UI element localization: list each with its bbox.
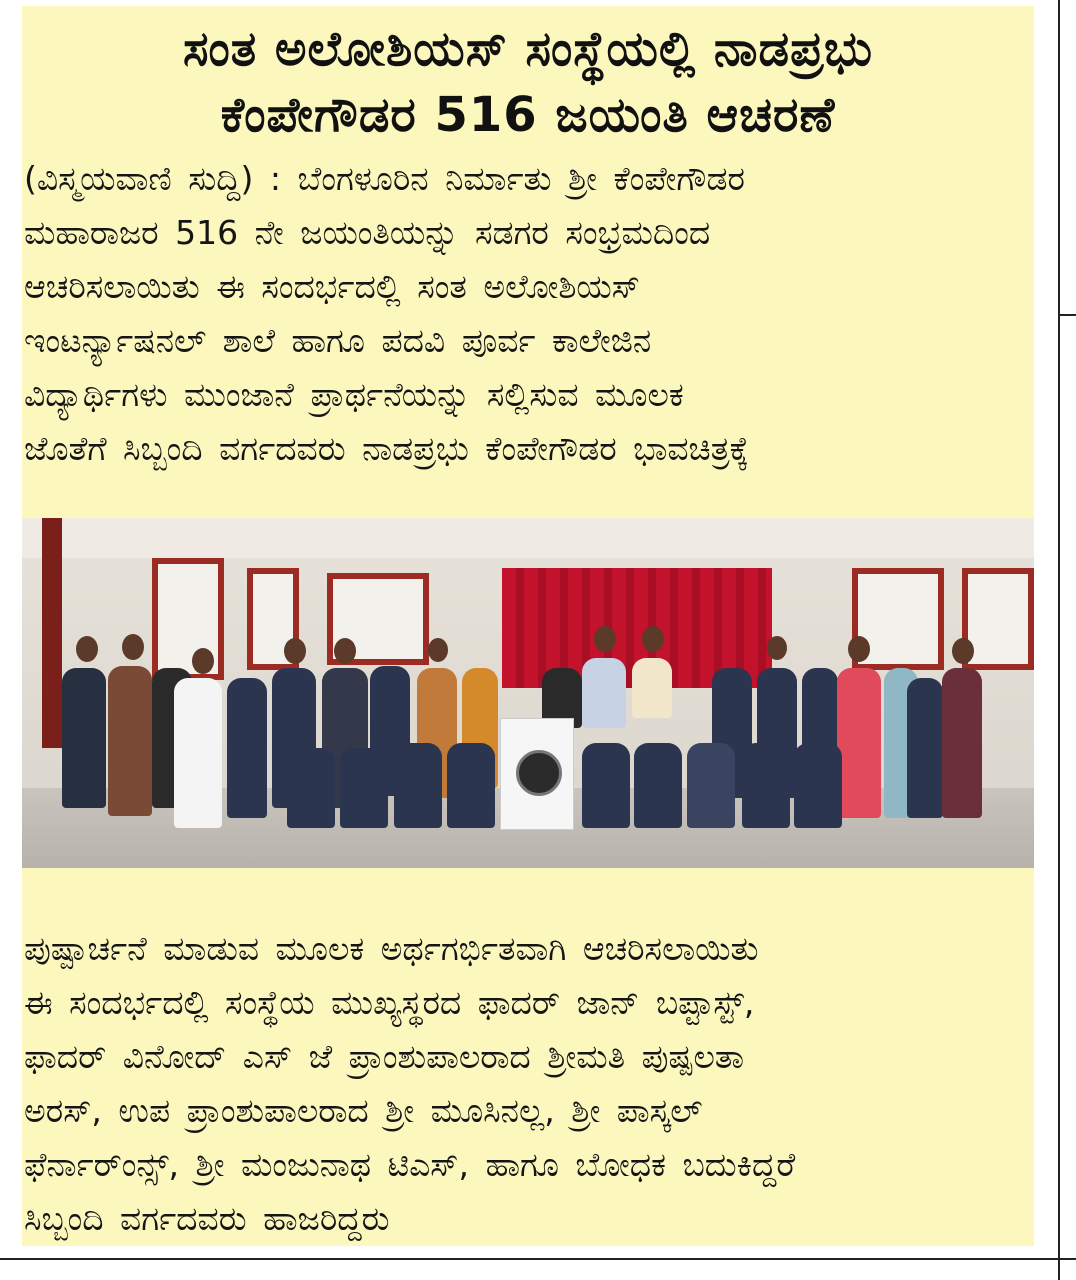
- article-paragraph-1: [22, 152, 1034, 476]
- paragraph-line: ಫೆರ್ನಾರ್ಂನ್ಸ್, ಶ್ರೀ ಮಂಜುನಾಥ ಟಿಎಸ್, ಹಾಗೂ ಬೋಧಕ ಬದುಕಿದ್ದರೆ: [24, 1145, 796, 1184]
- photo-head: [428, 638, 448, 662]
- paragraph-line: ಇಂಟರ್ನ್ಯಾಷನಲ್ ಶಾಲೆ ಹಾಗೂ ಪದವಿ ಪೂರ್ವ ಕಾಲೇಜಿನ: [24, 321, 652, 360]
- photo-person: [942, 668, 982, 818]
- photo-ceiling: [22, 518, 1034, 558]
- photo-person: [62, 668, 106, 808]
- photo-head: [952, 638, 974, 664]
- headline-line-2: ಕೆಂಪೇಗೌಡರ 516 ಜಯಂತಿ ಆಚರಣೆ: [220, 87, 836, 143]
- photo-person: [108, 666, 152, 816]
- photo-seated-student: [287, 748, 335, 828]
- photo-head: [122, 634, 144, 660]
- photo-seated-student: [447, 743, 495, 828]
- photo-head: [334, 638, 356, 664]
- news-clipping: [22, 6, 1034, 1246]
- paragraph-line: ಆಚರಿಸಲಾಯಿತು ಈ ಸಂದರ್ಭದಲ್ಲಿ ಸಂತ ಅಲೋಶಿಯಸ್: [24, 267, 640, 306]
- school-emblem-icon: [516, 750, 562, 796]
- photo-person: [227, 678, 267, 818]
- photo-head: [284, 638, 306, 664]
- photo-seated-student: [340, 748, 388, 828]
- photo-head: [76, 636, 98, 662]
- photo-pillar: [42, 518, 62, 748]
- paragraph-line: (ವಿಸ್ಮಯವಾಣಿ ಸುದ್ದಿ) : ಬೆಂಗಳೂರಿನ ನಿರ್ಮಾತು ಶ್ರೀ ಕೆಂಪೇಗೌಡರ: [24, 159, 745, 198]
- photo-head: [594, 626, 616, 652]
- paragraph-line: ಸಿಬ್ಬಂದಿ ವರ್ಗದವರು ಹಾಜರಿದ್ದರು: [24, 1199, 390, 1238]
- paragraph-line: ಈ ಸಂದರ್ಭದಲ್ಲಿ ಸಂಸ್ಥೆಯ ಮುಖ್ಯಸ್ಥರದ ಫಾದರ್ ಜಾನ್ ಬಪ್ಟಾಸ್ಟ್,: [24, 983, 755, 1022]
- photo-seated-student: [394, 743, 442, 828]
- photo-seated-student: [794, 743, 842, 828]
- photo-head: [642, 626, 664, 652]
- photo-head: [848, 636, 870, 662]
- paragraph-line: ಪುಷ್ಪಾರ್ಚನೆ ಮಾಡುವ ಮೂಲಕ ಅರ್ಥಗರ್ಭಿತವಾಗಿ ಆಚರಿಸಲಾಯಿತು: [24, 929, 759, 968]
- column-rule-horizontal: [0, 1258, 1076, 1260]
- column-rule-tick: [1060, 314, 1076, 316]
- photo-head: [192, 648, 214, 674]
- headline-line-1: ಸಂತ ಅಲೋಶಿಯಸ್ ಸಂಸ್ಥೆಯಲ್ಲಿ ನಾಡಪ್ರಭು: [182, 21, 874, 77]
- photo-person: [582, 658, 626, 728]
- photo-person: [632, 658, 672, 718]
- group-photo: [22, 518, 1034, 868]
- paragraph-line: ಮಹಾರಾಜರ 516 ನೇ ಜಯಂತಿಯನ್ನು ಸಡಗರ ಸಂಭ್ರಮದಿಂದ: [24, 213, 711, 252]
- paragraph-line: ವಿದ್ಯಾರ್ಥಿಗಳು ಮುಂಜಾನೆ ಪ್ರಾರ್ಥನೆಯನ್ನು ಸಲ್ಲಿಸುವ ಮೂಲಕ: [24, 375, 684, 414]
- article-paragraph-2: [22, 922, 1034, 1246]
- column-rule-vertical: [1058, 0, 1060, 1280]
- photo-person: [174, 678, 222, 828]
- photo-seated-student: [742, 743, 790, 828]
- photo-seated-student: [582, 743, 630, 828]
- paragraph-line: ಫಾದರ್ ವಿನೋದ್ ಎಸ್ ಜೆ ಪ್ರಾಂಶುಪಾಲರಾದ ಶ್ರೀಮತಿ ಪುಷ್ಪಲತಾ: [24, 1037, 744, 1076]
- photo-person: [837, 668, 881, 818]
- paragraph-line: ಜೊತೆಗೆ ಸಿಬ್ಬಂದಿ ವರ್ಗದವರು ನಾಡಪ್ರಭು ಕೆಂಪೇಗೌಡರ ಭಾವಚಿತ್ರಕ್ಕೆ: [24, 429, 749, 468]
- photo-seated-student: [634, 743, 682, 828]
- photo-seated-student: [687, 743, 735, 828]
- paragraph-line: ಅರಸ್, ಉಪ ಪ್ರಾಂಶುಪಾಲರಾದ ಶ್ರೀ ಮೂಸಿನಲ್ಲ, ಶ್ರೀ ಪಾಸ್ಕಲ್: [24, 1091, 703, 1130]
- photo-head: [767, 636, 787, 660]
- photo-person: [907, 678, 943, 818]
